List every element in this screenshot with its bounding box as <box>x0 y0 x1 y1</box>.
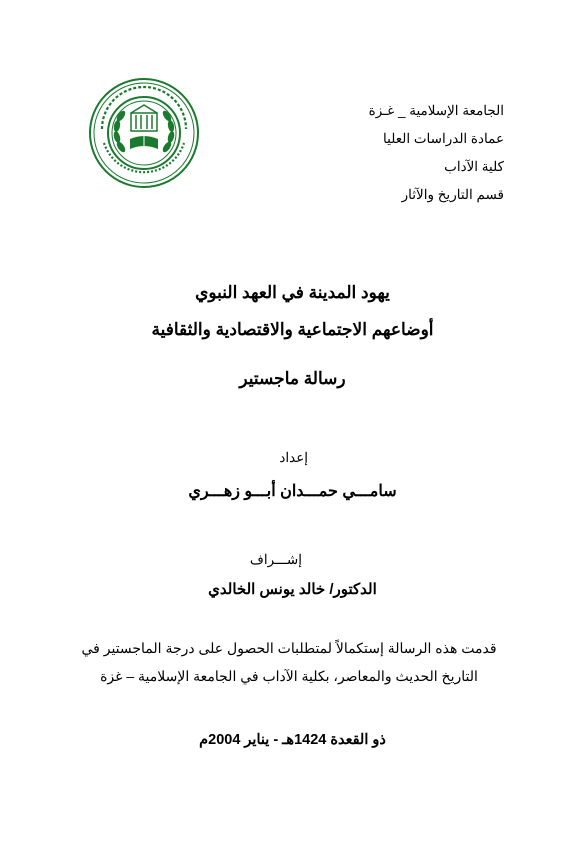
university-seal-icon <box>88 77 200 189</box>
submission-note-line: التاريخ الحديث والمعاصر، بكلية الآداب في الجامعة الإسلامية – غزة <box>100 668 478 684</box>
submission-date: ذو القعدة 1424هـ - يناير 2004م <box>199 732 386 748</box>
preparation-label: إعداد <box>279 450 308 465</box>
author-name: سامـــي حمـــدان أبـــو زهـــري <box>188 483 397 500</box>
thesis-type: رسالة ماجستير <box>239 369 346 388</box>
university-name: الجامعة الإسلامية _ غـزة <box>368 103 504 118</box>
department-name: قسم التاريخ والآثار <box>401 187 504 202</box>
submission-note <box>60 634 518 690</box>
thesis-subtitle: أوضاعهم الاجتماعية والاقتصادية والثقافية <box>151 320 434 339</box>
submission-note-line: قدمت هذه الرسالة إستكمالاً لمتطلبات الحصول على درجة الماجستير في <box>81 640 497 656</box>
supervision-label: إشـــراف <box>249 552 302 567</box>
faculty-name: كلية الآداب <box>444 159 504 174</box>
supervisor-name: الدكتور/ خالد يونس الخالدي <box>208 581 377 598</box>
university-logo <box>88 77 200 189</box>
institution-block <box>244 97 504 209</box>
deanship-name: عمادة الدراسات العليا <box>383 131 504 146</box>
thesis-title: يهود المدينة في العهد النبوي <box>195 283 390 302</box>
